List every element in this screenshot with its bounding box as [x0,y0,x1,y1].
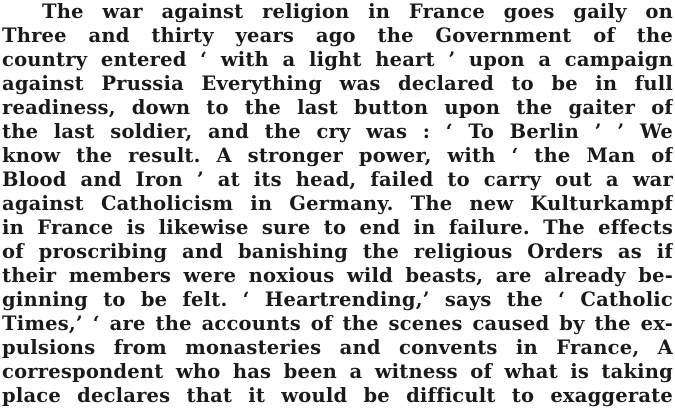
article-line: ginning to be felt. ‘ Heartrending,’ says the ‘ Catholic [2,288,673,311]
article-line: know the result. A stronger power, with ‘ the Man of [2,144,673,167]
article-line: place declares that it would be difficult to exaggerate [2,384,673,407]
article-line: readiness, down to the last button upon the gaiter of [2,96,673,119]
article-line: against Catholicism in Germany. The new Kulturkampf [2,192,673,215]
article-line: correspondent who has been a witness of what is taking [2,360,673,383]
article-body [2,0,673,408]
article-line: pulsions from monasteries and convents in France, A [2,336,673,359]
article-line: against Prussia Everything was declared to be in full [2,72,673,95]
article-line: Times,’ ‘ are the accounts of the scenes caused by the ex- [2,312,673,335]
article-line: country entered ‘ with a light heart ’ upon a campaign [2,48,673,71]
article-line: the last soldier, and the cry was : ‘ To Berlin ’ ’ We [2,120,673,143]
article-line: of proscribing and banishing the religious Orders as if [2,240,673,263]
article-line: in France is likewise sure to end in failure. The effects [2,216,673,239]
article-line: their members were noxious wild beasts, are already be- [2,264,673,287]
article-line: Three and thirty years ago the Government of the [2,24,673,47]
article-line: Blood and Iron ’ at its head, failed to carry out a war [2,168,673,191]
article-line: The war against religion in France goes gaily on [42,0,673,23]
